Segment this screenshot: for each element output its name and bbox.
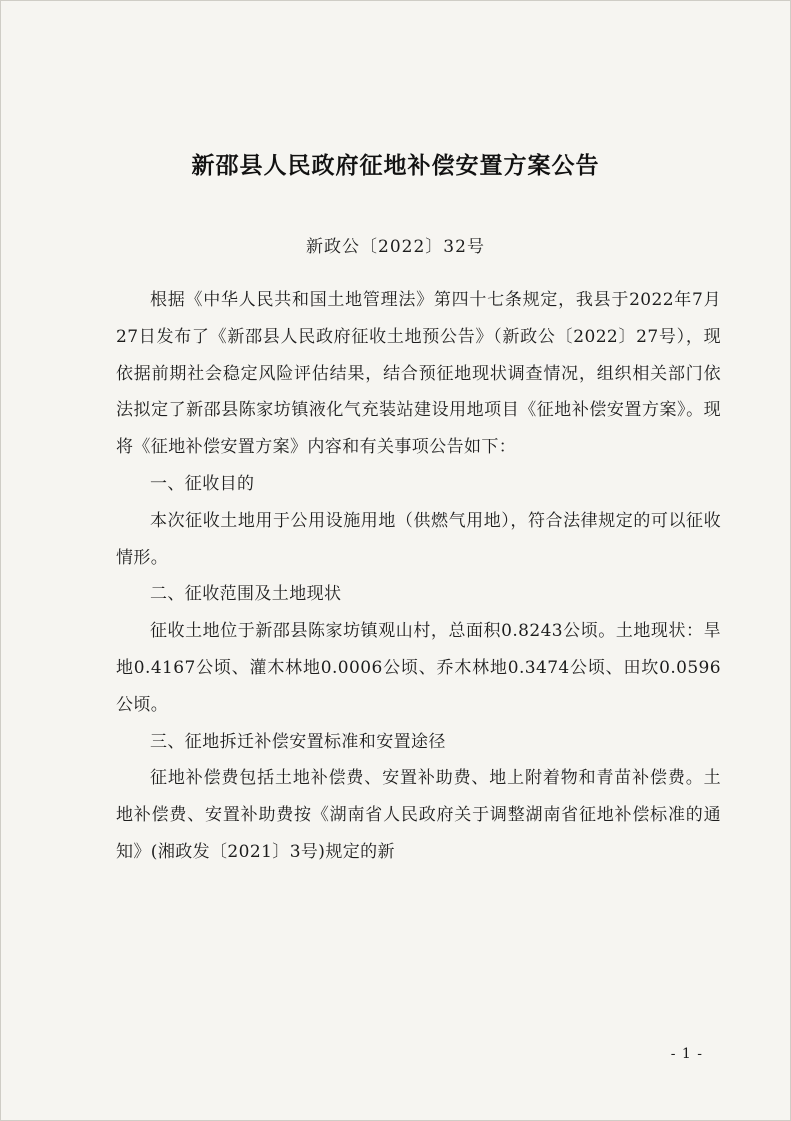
section-text-compensation: 征地补偿费包括土地补偿费、安置补助费、地上附着物和青苗补偿费。土地补偿费、安置补助费按《湖南省人民政府关于调整湖南省征地补偿标准的通知》(湘政发〔2021〕3号)规定的新 <box>116 768 721 862</box>
section-heading-compensation: 三、征地拆迁补偿安置标准和安置途径 <box>150 731 446 752</box>
section-text-purpose: 本次征收土地用于公用设施用地（供燃气用地），符合法律规定的可以征收情形。 <box>116 510 721 568</box>
document-body <box>116 282 721 871</box>
intro-paragraph: 根据《中华人民共和国土地管理法》第四十七条规定，我县于2022年7月27日发布了《新邵县人民政府征收土地预公告》（新政公〔2022〕27号），现依据前期社会稳定风险评估结果，结合预征地现状调查情况，组织相关部门依法拟定了新邵县陈家坊镇液化气充装站建设用地项目《征地补偿安置方案》。现将《征地补偿安置方案》内容和有关事项公告如下： <box>116 290 721 458</box>
section-heading-scope: 二、征收范围及土地现状 <box>150 584 342 605</box>
page-title: 新邵县人民政府征地补偿安置方案公告 <box>191 152 600 179</box>
page-number: - 1 - <box>670 1046 703 1062</box>
section-text-scope: 征收土地位于新邵县陈家坊镇观山村，总面积0.8243公顷。土地现状：旱地0.4167公顷、灌木林地0.0006公顷、乔木林地0.3474公顷、田坎0.0596公顷。 <box>116 621 721 715</box>
document-number: 新政公〔2022〕32号 <box>306 237 485 257</box>
section-heading-purpose: 一、征收目的 <box>150 473 255 494</box>
